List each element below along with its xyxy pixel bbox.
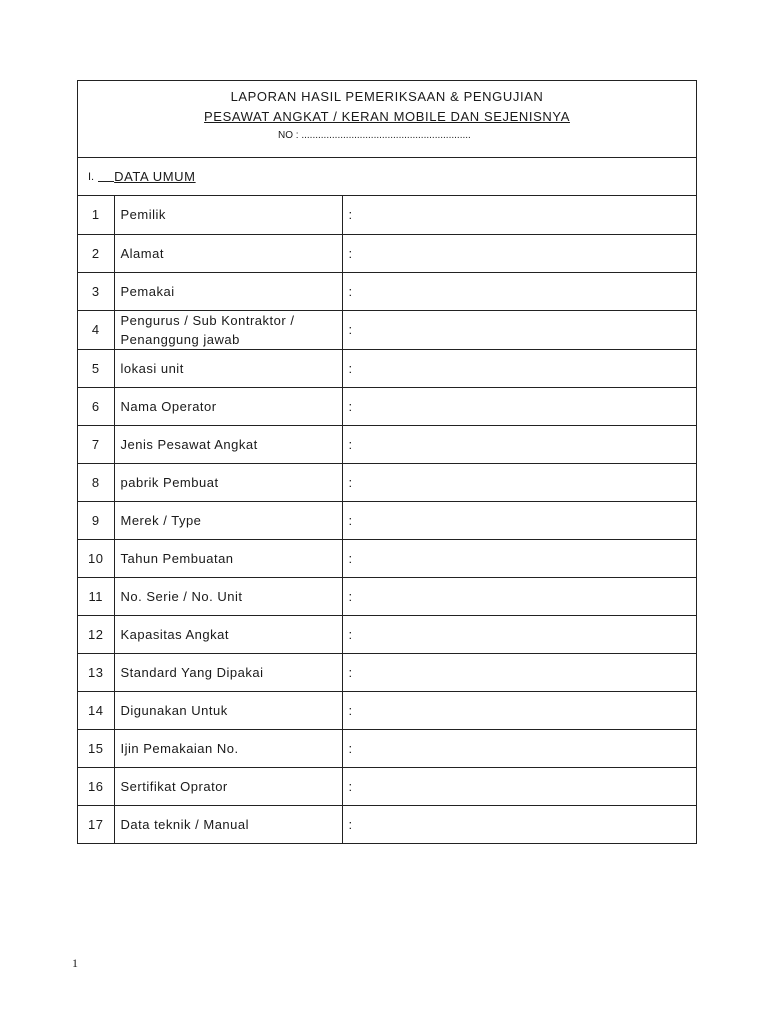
table-row — [78, 577, 696, 615]
row-value-field[interactable]: : — [342, 272, 696, 310]
table-row — [78, 425, 696, 463]
section-number: I. — [88, 170, 95, 183]
row-label: Data teknik / Manual — [114, 805, 342, 843]
table-row — [78, 805, 696, 843]
table-row — [78, 653, 696, 691]
row-label: Alamat — [114, 234, 342, 272]
row-label: Jenis Pesawat Angkat — [114, 425, 342, 463]
row-number: 3 — [78, 272, 114, 310]
row-value-field[interactable]: : — [342, 767, 696, 805]
row-label: Merek / Type — [114, 501, 342, 539]
table-row — [78, 463, 696, 501]
table-row — [78, 234, 696, 272]
table-row — [78, 387, 696, 425]
row-value-field[interactable]: : — [342, 577, 696, 615]
row-number: 15 — [78, 729, 114, 767]
row-value-field[interactable]: : — [342, 729, 696, 767]
row-number: 9 — [78, 501, 114, 539]
row-number: 8 — [78, 463, 114, 501]
row-value-field[interactable]: : — [342, 615, 696, 653]
row-label: Kapasitas Angkat — [114, 615, 342, 653]
report-number-field: NO : ............................................................. — [278, 130, 471, 141]
row-number: 10 — [78, 539, 114, 577]
row-label: Sertifikat Oprator — [114, 767, 342, 805]
row-number: 11 — [78, 577, 114, 615]
table-row — [78, 729, 696, 767]
row-number: 4 — [78, 310, 114, 349]
row-value-field[interactable]: : — [348, 816, 353, 832]
section-title: DATA UMUM — [98, 169, 195, 184]
row-label: Pemilik — [114, 196, 342, 234]
table-row — [78, 349, 696, 387]
general-data-table — [78, 196, 696, 843]
row-number: 6 — [78, 387, 114, 425]
row-number: 13 — [78, 653, 114, 691]
row-number: 12 — [78, 615, 114, 653]
table-row — [78, 272, 696, 310]
row-label: Standard Yang Dipakai — [114, 653, 342, 691]
row-label: Ijin Pemakaian No. — [114, 729, 342, 767]
table-row — [78, 767, 696, 805]
row-value-field[interactable]: : — [342, 425, 696, 463]
section-heading — [78, 158, 696, 196]
report-title: LAPORAN HASIL PEMERIKSAAN & PENGUJIAN — [230, 89, 544, 104]
row-value-field[interactable]: : — [342, 539, 696, 577]
row-value-field[interactable]: : — [342, 196, 696, 234]
row-label: Tahun Pembuatan — [114, 539, 342, 577]
page-number: 1 — [72, 956, 78, 970]
report-header — [78, 81, 696, 158]
table-row — [78, 539, 696, 577]
row-label: Pemakai — [114, 272, 342, 310]
row-label: pabrik Pembuat — [114, 463, 342, 501]
row-label: Digunakan Untuk — [114, 691, 342, 729]
row-value-field[interactable]: : — [342, 387, 696, 425]
row-number: 7 — [78, 425, 114, 463]
row-number: 17 — [78, 805, 114, 843]
table-row — [78, 310, 696, 349]
row-value-field[interactable]: : — [342, 463, 696, 501]
row-number: 2 — [78, 234, 114, 272]
row-label: Nama Operator — [114, 387, 342, 425]
row-number: 14 — [78, 691, 114, 729]
row-value-field[interactable]: : — [342, 349, 696, 387]
row-value-field[interactable]: : — [342, 501, 696, 539]
row-value-field[interactable]: : — [342, 234, 696, 272]
row-value-field[interactable]: : — [342, 691, 696, 729]
report-form — [77, 80, 697, 844]
table-row — [78, 691, 696, 729]
row-label: No. Serie / No. Unit — [114, 577, 342, 615]
row-number: 1 — [78, 196, 114, 234]
table-row — [78, 615, 696, 653]
row-label: lokasi unit — [114, 349, 342, 387]
row-number: 16 — [78, 767, 114, 805]
row-value-field[interactable]: : — [342, 653, 696, 691]
report-subtitle: PESAWAT ANGKAT / KERAN MOBILE DAN SEJENISNYA — [204, 109, 570, 124]
table-row — [78, 196, 696, 234]
row-value-field[interactable]: : — [342, 310, 696, 349]
row-number: 5 — [78, 349, 114, 387]
row-label: Pengurus / Sub Kontraktor / Penanggung jawab — [114, 310, 342, 349]
table-row — [78, 501, 696, 539]
